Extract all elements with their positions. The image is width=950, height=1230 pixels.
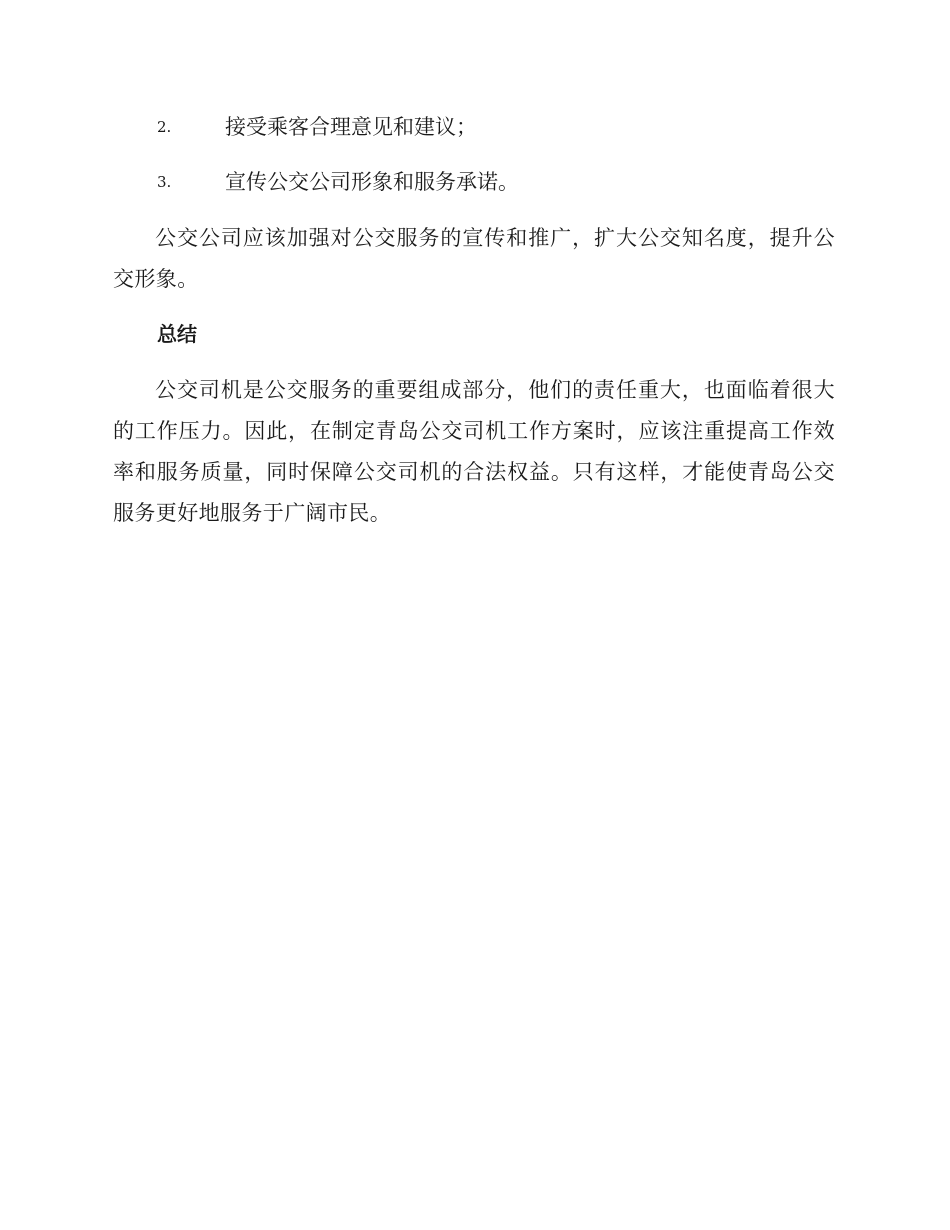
list-item-number: 2. [157,118,172,136]
list-item-text: 宣传公交公司形象和服务承诺。 [225,170,519,194]
paragraph-summary: 公交司机是公交服务的重要组成部分，他们的责任重大，也面临着很大的工作压力。因此，在制定青岛公交司机工作方案时，应该注重提高工作效率和服务质量，同时保障公交司机的合法权益。只有这样，才能使青岛公交服务更好地服务于广阔市民。 [113,378,835,525]
list-item-text: 接受乘客合理意见和建议； [225,115,477,139]
section-heading-summary: 总结 [157,322,197,346]
list-item [157,167,837,197]
paragraph-promotion: 公交公司应该加强对公交服务的宣传和推广，扩大公交知名度，提升公交形象。 [113,226,835,291]
list-item [157,112,837,142]
list-item-number: 3. [157,173,172,191]
